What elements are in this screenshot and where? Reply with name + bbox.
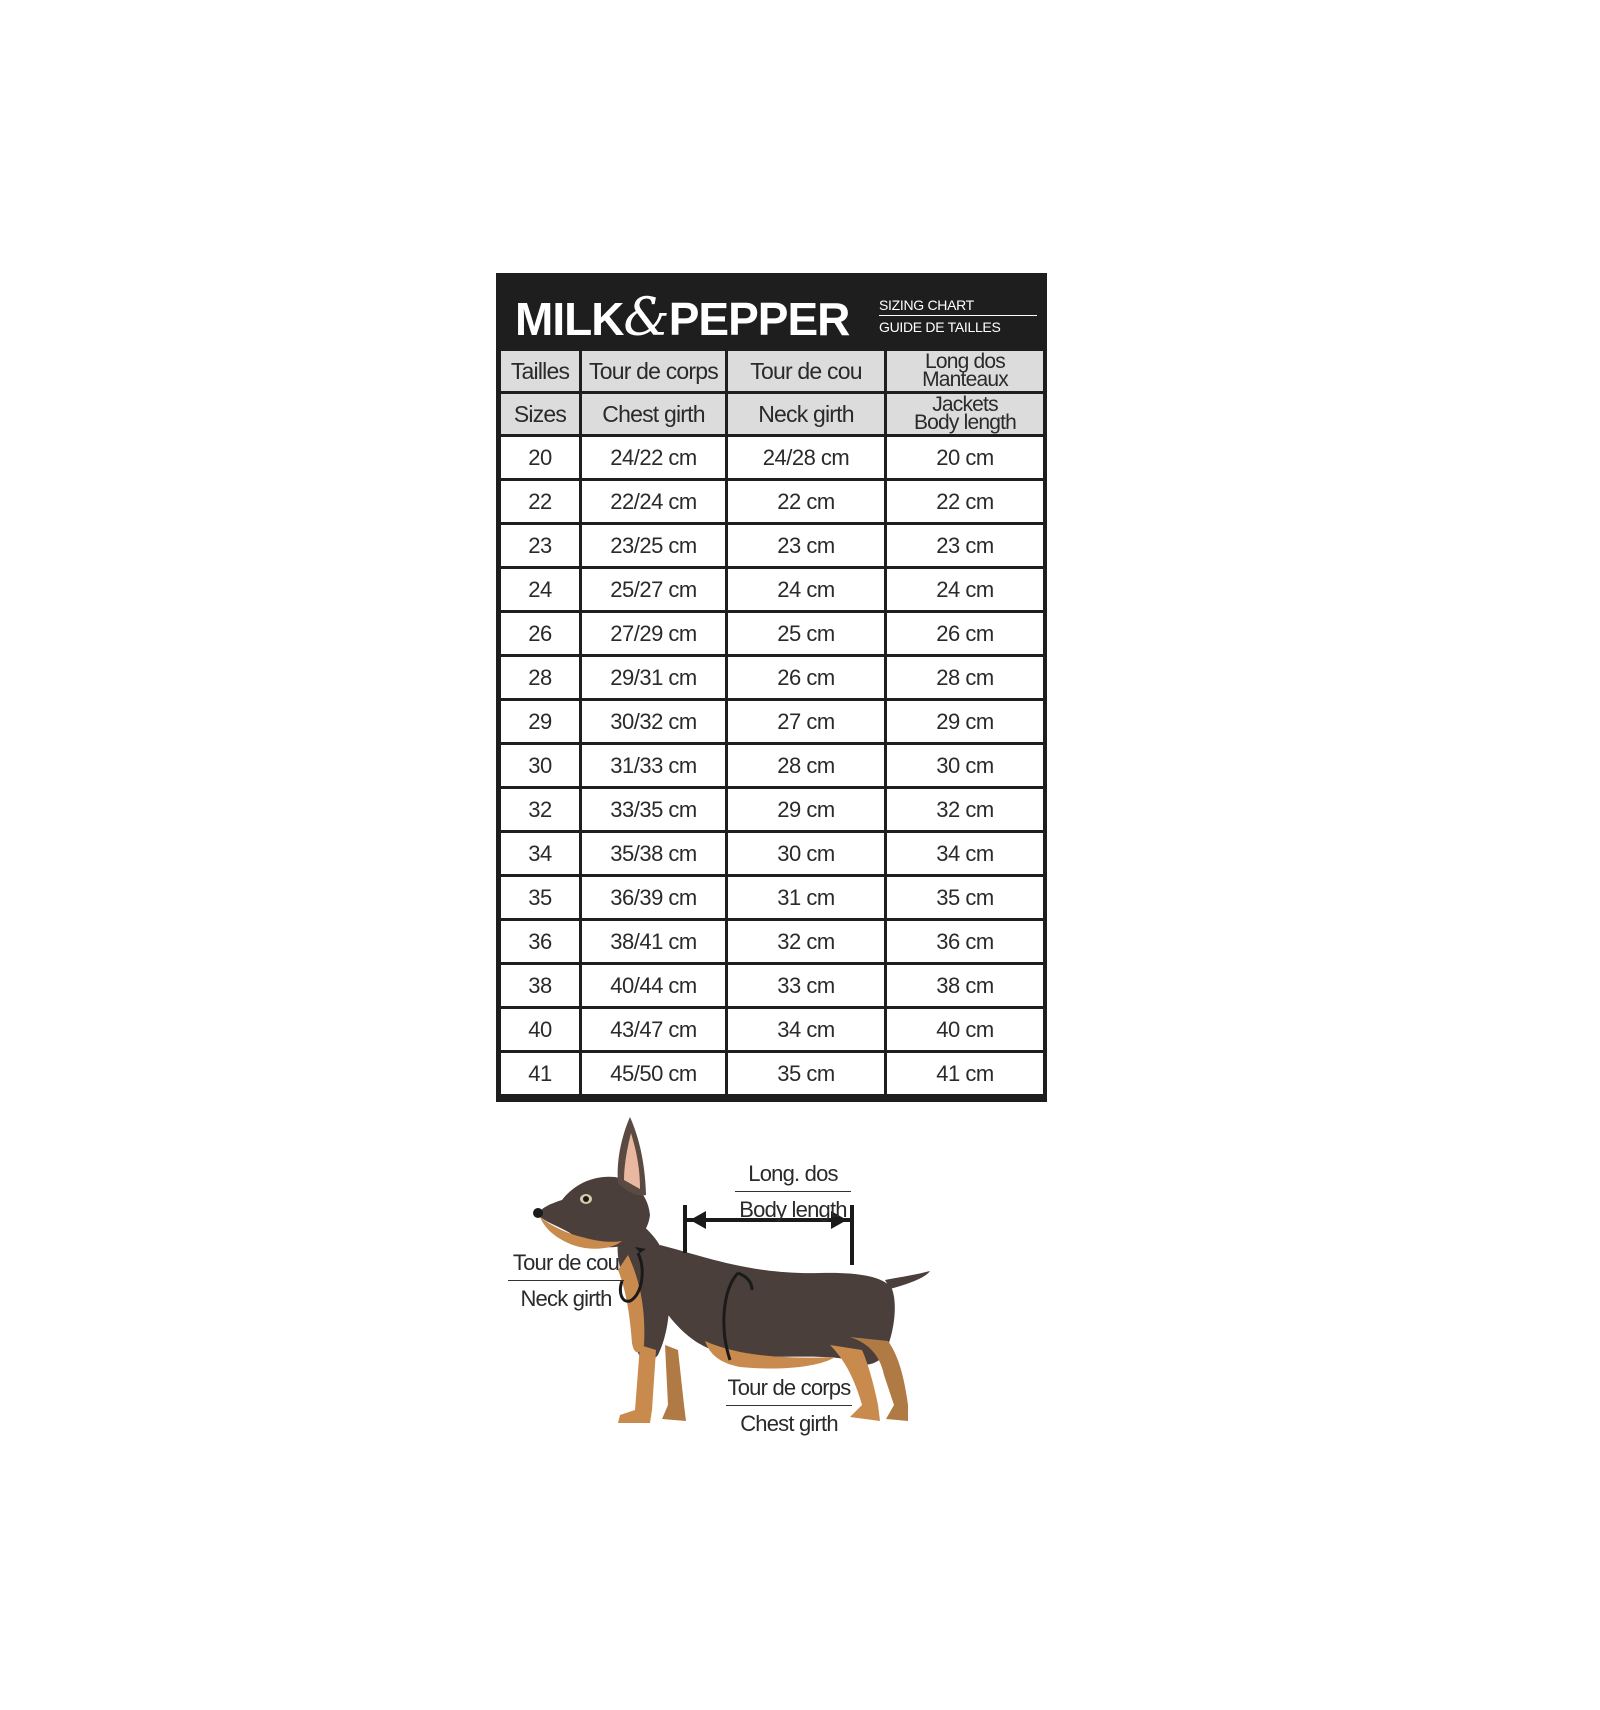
- cell-body-length: 22 cm: [887, 481, 1043, 522]
- cell-size: 20: [501, 437, 579, 478]
- table-row: [501, 877, 1043, 918]
- cell-neck-girth: 26 cm: [728, 657, 884, 698]
- cell-chest-girth: 22/24 cm: [582, 481, 725, 522]
- cell-chest-girth: 30/32 cm: [582, 701, 725, 742]
- chest-girth-label: Tour de corps Chest girth: [727, 1375, 851, 1436]
- chart-title: [879, 298, 1037, 334]
- chart-title-fr: GUIDE DE TAILLES: [879, 319, 1001, 335]
- cell-body-length: 34 cm: [887, 833, 1043, 874]
- sizing-chart: [496, 273, 1047, 1102]
- table-row: [501, 481, 1043, 522]
- table-row: [501, 965, 1043, 1006]
- cell-chest-girth: 31/33 cm: [582, 745, 725, 786]
- cell-body-length: 26 cm: [887, 613, 1043, 654]
- header-chest-en: Chest girth: [582, 394, 725, 434]
- table-row: [501, 657, 1043, 698]
- cell-body-length: 38 cm: [887, 965, 1043, 1006]
- cell-neck-girth: 31 cm: [728, 877, 884, 918]
- cell-chest-girth: 36/39 cm: [582, 877, 725, 918]
- body-length-label: Long. dos Body length: [735, 1163, 851, 1221]
- cell-neck-girth: 22 cm: [728, 481, 884, 522]
- cell-size: 41: [501, 1053, 579, 1094]
- cell-size: 38: [501, 965, 579, 1006]
- cell-neck-girth: 33 cm: [728, 965, 884, 1006]
- cell-size: 29: [501, 701, 579, 742]
- table-row: [501, 1009, 1043, 1050]
- brand-logo: MILK&PEPPER: [515, 288, 850, 348]
- cell-size: 36: [501, 921, 579, 962]
- cell-size: 28: [501, 657, 579, 698]
- cell-chest-girth: 35/38 cm: [582, 833, 725, 874]
- cell-chest-girth: 45/50 cm: [582, 1053, 725, 1094]
- brand-header: [499, 276, 1044, 348]
- cell-neck-girth: 32 cm: [728, 921, 884, 962]
- cell-chest-girth: 40/44 cm: [582, 965, 725, 1006]
- cell-size: 32: [501, 789, 579, 830]
- cell-body-length: 28 cm: [887, 657, 1043, 698]
- cell-chest-girth: 23/25 cm: [582, 525, 725, 566]
- cell-chest-girth: 24/22 cm: [582, 437, 725, 478]
- cell-chest-girth: 33/35 cm: [582, 789, 725, 830]
- cell-size: 34: [501, 833, 579, 874]
- neck-girth-label: Tour de cou Neck girth: [508, 1252, 624, 1310]
- header-row-en: [501, 394, 1043, 434]
- cell-size: 23: [501, 525, 579, 566]
- cell-size: 35: [501, 877, 579, 918]
- table-row: [501, 613, 1043, 654]
- cell-neck-girth: 29 cm: [728, 789, 884, 830]
- cell-neck-girth: 27 cm: [728, 701, 884, 742]
- table-row: [501, 833, 1043, 874]
- cell-chest-girth: 38/41 cm: [582, 921, 725, 962]
- cell-neck-girth: 28 cm: [728, 745, 884, 786]
- table-row: [501, 437, 1043, 478]
- table-row: [501, 569, 1043, 610]
- cell-size: 26: [501, 613, 579, 654]
- cell-neck-girth: 25 cm: [728, 613, 884, 654]
- header-row-fr: [501, 351, 1043, 391]
- header-length-fr: Long dos Manteaux: [887, 351, 1043, 391]
- cell-size: 40: [501, 1009, 579, 1050]
- header-neck-fr: Tour de cou: [728, 351, 884, 391]
- cell-body-length: 23 cm: [887, 525, 1043, 566]
- cell-size: 24: [501, 569, 579, 610]
- chart-title-en: SIZING CHART: [879, 298, 1037, 316]
- header-neck-en: Neck girth: [728, 394, 884, 434]
- table-row: [501, 789, 1043, 830]
- table-row: [501, 921, 1043, 962]
- table-row: [501, 745, 1043, 786]
- table-row: [501, 701, 1043, 742]
- cell-neck-girth: 30 cm: [728, 833, 884, 874]
- header-chest-fr: Tour de corps: [582, 351, 725, 391]
- cell-body-length: 36 cm: [887, 921, 1043, 962]
- header-size-fr: Tailles: [501, 351, 579, 391]
- cell-neck-girth: 24/28 cm: [728, 437, 884, 478]
- cell-body-length: 41 cm: [887, 1053, 1043, 1094]
- cell-body-length: 29 cm: [887, 701, 1043, 742]
- cell-size: 30: [501, 745, 579, 786]
- cell-neck-girth: 23 cm: [728, 525, 884, 566]
- cell-body-length: 20 cm: [887, 437, 1043, 478]
- cell-neck-girth: 35 cm: [728, 1053, 884, 1094]
- table-row: [501, 525, 1043, 566]
- table-row: [501, 1053, 1043, 1094]
- header-length-en: Jackets Body length: [887, 394, 1043, 434]
- cell-chest-girth: 43/47 cm: [582, 1009, 725, 1050]
- cell-chest-girth: 27/29 cm: [582, 613, 725, 654]
- cell-body-length: 35 cm: [887, 877, 1043, 918]
- cell-chest-girth: 25/27 cm: [582, 569, 725, 610]
- cell-body-length: 30 cm: [887, 745, 1043, 786]
- cell-neck-girth: 24 cm: [728, 569, 884, 610]
- cell-body-length: 32 cm: [887, 789, 1043, 830]
- cell-neck-girth: 34 cm: [728, 1009, 884, 1050]
- cell-chest-girth: 29/31 cm: [582, 657, 725, 698]
- size-table: [498, 348, 1046, 1097]
- cell-size: 22: [501, 481, 579, 522]
- measurement-diagram: [490, 1105, 950, 1435]
- cell-body-length: 24 cm: [887, 569, 1043, 610]
- header-size-en: Sizes: [501, 394, 579, 434]
- cell-body-length: 40 cm: [887, 1009, 1043, 1050]
